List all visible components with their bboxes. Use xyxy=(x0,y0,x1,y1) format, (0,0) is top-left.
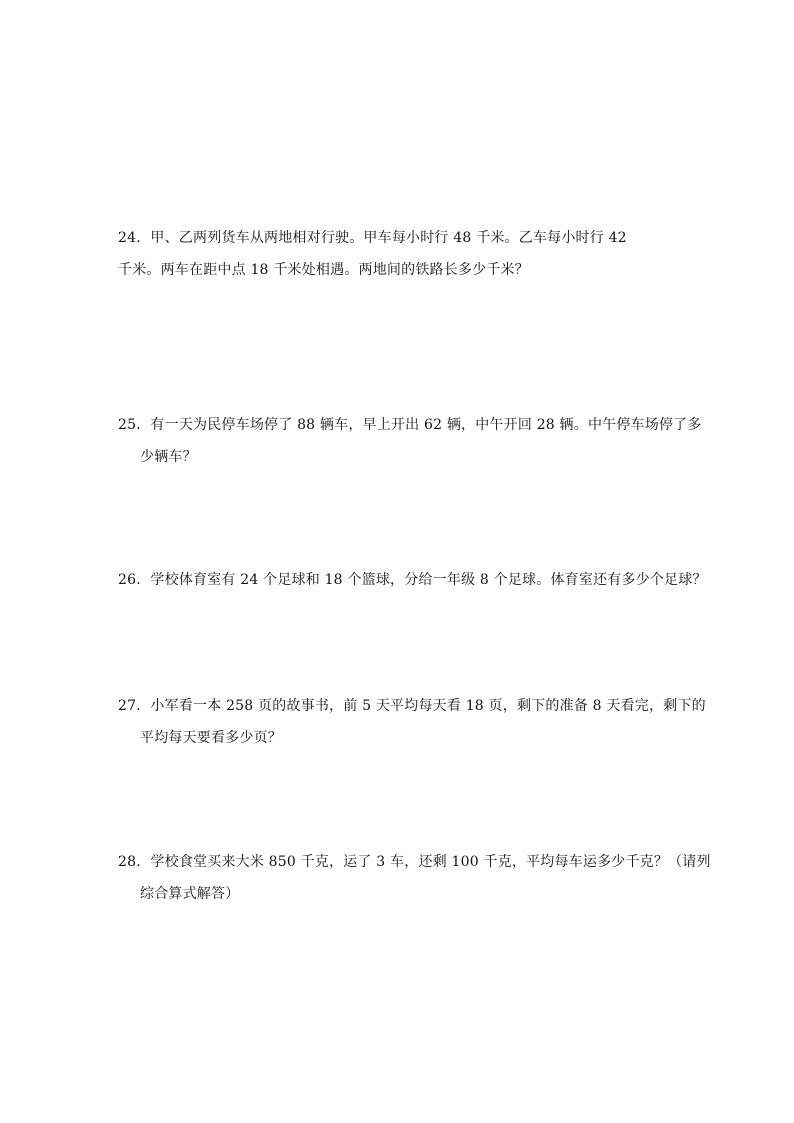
problem-24-line-1: 24．甲、乙两列货车从两地相对行驶。甲车每小时行 48 千米。乙车每小时行 42 xyxy=(118,230,627,246)
problem-28-line-2: 综合算式解答） xyxy=(140,886,240,902)
problem-25-line-2: 少辆车？ xyxy=(140,449,197,465)
problem-27-line-2: 平均每天要看多少页？ xyxy=(140,730,282,746)
problem-26-line-1: 26．学校体育室有 24 个足球和 18 个篮球，分给一年级 8 个足球。体育室还有多少个足球？ xyxy=(118,572,707,588)
problem-27-line-1: 27．小军看一本 258 页的故事书，前 5 天平均每天看 18 页，剩下的准备 8 天看完，剩下的 xyxy=(118,698,706,714)
problem-28-line-1: 28．学校食堂买来大米 850 千克，运了 3 车，还剩 100 千克，平均每车运多少千克？（请列 xyxy=(118,854,711,870)
problem-25-line-1: 25．有一天为民停车场停了 88 辆车，早上开出 62 辆，中午开回 28 辆。中午停车场停了多 xyxy=(118,417,702,433)
problem-24-line-2: 千米。两车在距中点 18 千米处相遇。两地间的铁路长多少千米？ xyxy=(118,262,529,278)
